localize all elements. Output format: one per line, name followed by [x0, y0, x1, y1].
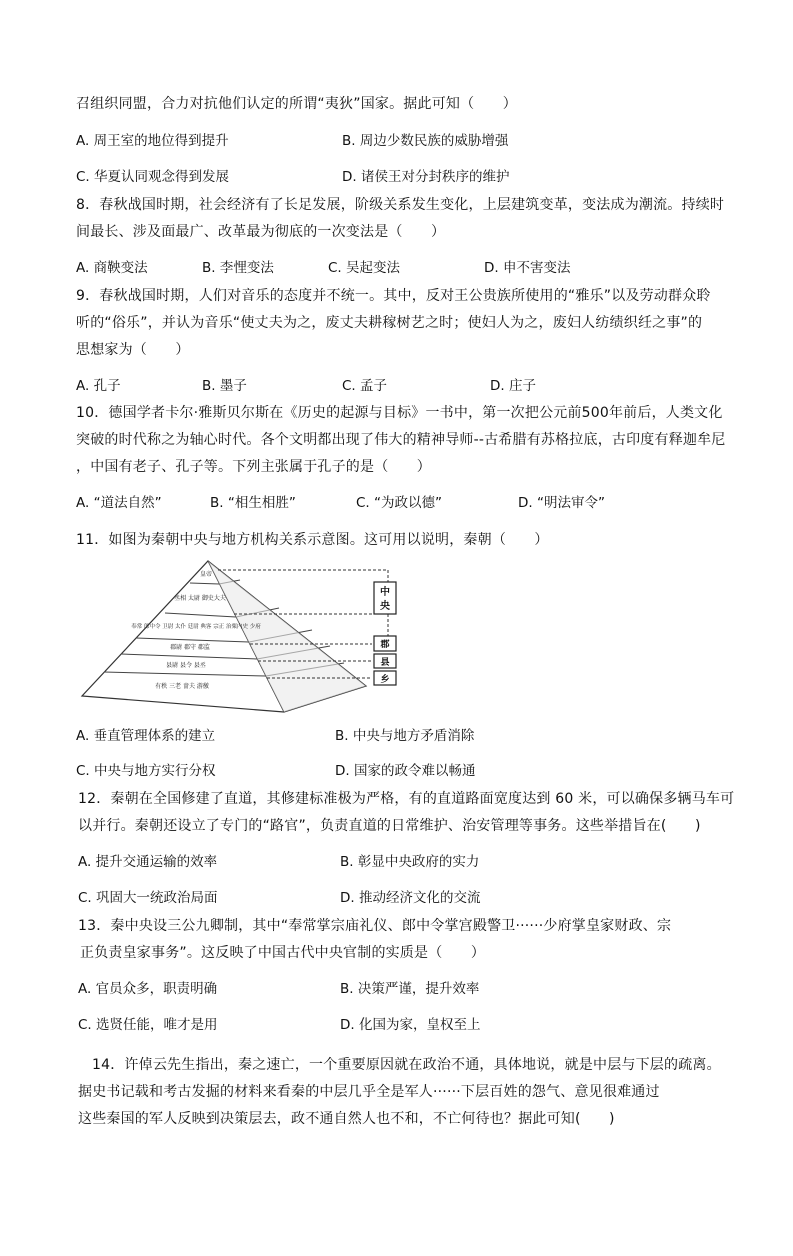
q11-option-b: B. 中央与地方矛盾消除: [335, 728, 475, 744]
q9-stem-line-1: 9．春秋战国时期，人们对音乐的态度并不统一。其中，反对王公贵族所使用的“雅乐”以及劳动群众聆: [76, 288, 711, 304]
q8-option-d: D. 申不害变法: [484, 260, 571, 276]
q11-stem: 11．如图为秦朝中央与地方机构关系示意图。这可用以说明，秦朝（ ）: [76, 532, 549, 548]
central-label-char-2: 央: [380, 601, 390, 612]
q7-stem: 召组织同盟，合力对抗他们认定的所谓“夷狄”国家。据此可知（ ）: [76, 96, 517, 112]
q9-option-b: B. 墨子: [202, 378, 247, 394]
q10-stem-line-3: ，中国有老子、孔子等。下列主张属于孔子的是（ ）: [76, 459, 431, 475]
q12-option-b: B. 彰显中央政府的实力: [340, 854, 480, 870]
row-5-text: 县尉 县令 县丞: [166, 662, 206, 669]
q9-stem-line-3: 思想家为（ ）: [76, 342, 190, 358]
q13-option-c: C. 选贤任能，唯才是用: [78, 1017, 218, 1033]
q13-option-b: B. 决策严谨，提升效率: [340, 981, 480, 997]
q8-option-b: B. 李悝变法: [202, 260, 274, 276]
connector-central-top: [218, 570, 388, 582]
q12-stem-line-2: 以并行。秦朝还设立了专门的“路官”，负责直道的日常维护、治安管理等事务。这些举措旨在( ): [78, 818, 701, 834]
pyramid-diagram: [78, 558, 400, 718]
q10-option-a: A. “道法自然”: [76, 495, 162, 511]
q12-option-a: A. 提升交通运输的效率: [78, 854, 218, 870]
q10-option-d: D. “明法审令”: [518, 495, 605, 511]
row-1-text: 皇帝: [199, 571, 213, 578]
central-label-char-1: 中: [380, 587, 390, 598]
q9-stem-line-2: 听的“俗乐”，并认为音乐“使丈夫为之，废丈夫耕稼树艺之时；使妇人为之，废妇人纺绩织纴之事”的: [76, 315, 703, 331]
q9-option-a: A. 孔子: [76, 378, 121, 394]
q8-stem-line-2: 间最长、涉及面最广、改革最为彻底的一次变法是（ ）: [76, 224, 446, 240]
q11-option-c: C. 中央与地方实行分权: [76, 763, 216, 779]
row-4-text: 郡尉 郡守 郡监: [170, 644, 210, 651]
q7-option-b: B. 周边少数民族的威胁增强: [342, 133, 509, 149]
row-2-text: 丞相 太尉 御史大夫: [174, 595, 226, 602]
county-label: 县: [380, 658, 390, 668]
q8-stem-line-1: 8．春秋战国时期，社会经济有了长足发展，阶级关系发生变化，上层建筑变革，变法成为潮流。持续时: [76, 197, 725, 213]
q9-option-c: C. 孟子: [342, 378, 388, 394]
q10-option-b: B. “相生相胜”: [210, 495, 296, 511]
q8-option-a: A. 商鞅变法: [76, 260, 148, 276]
q7-option-c: C. 华夏认同观念得到发展: [76, 169, 230, 185]
q11-option-a: A. 垂直管理体系的建立: [76, 728, 216, 744]
q14-stem-line-1: 14．许倬云先生指出，秦之速亡，一个重要原因就在政治不通，具体地说，就是中层与下层的疏离。: [92, 1057, 721, 1073]
commandery-label: 郡: [380, 640, 390, 650]
q7-option-a: A. 周王室的地位得到提升: [76, 133, 229, 149]
q10-option-c: C. “为政以德”: [356, 495, 442, 511]
q13-option-a: A. 官员众多，职责明确: [78, 981, 218, 997]
qin-government-pyramid-figure: [78, 558, 400, 718]
row-6-text: 有秩 三老 啬夫 游徼: [155, 683, 209, 690]
township-label: 乡: [380, 675, 390, 685]
q11-option-d: D. 国家的政令难以畅通: [335, 763, 476, 779]
q14-stem-line-3: 这些秦国的军人反映到决策层去，政不通自然人也不和，不亡何待也？据此可知( ): [78, 1111, 615, 1127]
q12-stem-line-1: 12．秦朝在全国修建了直道，其修建标准极为严格，有的直道路面宽度达到 60 米，可以确保多辆马车可: [78, 791, 735, 807]
q13-stem-line-2: 正负责皇家事务”。这反映了中国古代中央官制的实质是（ ）: [80, 945, 486, 961]
row-3-text: 奉常 郎中令 卫尉 太仆 廷尉 典客 宗正 治粟内史 少府: [131, 624, 261, 630]
q13-stem-line-1: 13．秦中央设三公九卿制，其中“奉常掌宗庙礼仪、郎中令掌宫殿警卫······少府掌皇家财政、宗: [78, 918, 672, 934]
q13-option-d: D. 化国为家，皇权至上: [340, 1017, 481, 1033]
q12-option-d: D. 推动经济文化的交流: [340, 890, 481, 906]
q8-option-c: C. 吴起变法: [328, 260, 401, 276]
q14-stem-line-2: 据史书记载和考古发掘的材料来看秦的中层几乎全是军人······下层百姓的怨气、意见很难通过: [78, 1084, 660, 1100]
q7-option-d: D. 诸侯王对分封秩序的维护: [342, 169, 510, 185]
q12-option-c: C. 巩固大一统政治局面: [78, 890, 218, 906]
q10-stem-line-2: 突破的时代称之为轴心时代。各个文明都出现了伟大的精神导师--古希腊有苏格拉底，古印度有释迦牟尼: [76, 432, 726, 448]
q9-option-d: D. 庄子: [490, 378, 536, 394]
q10-stem-line-1: 10．德国学者卡尔·雅斯贝尔斯在《历史的起源与目标》一书中，第一次把公元前500年前后，人类文化: [76, 405, 723, 421]
